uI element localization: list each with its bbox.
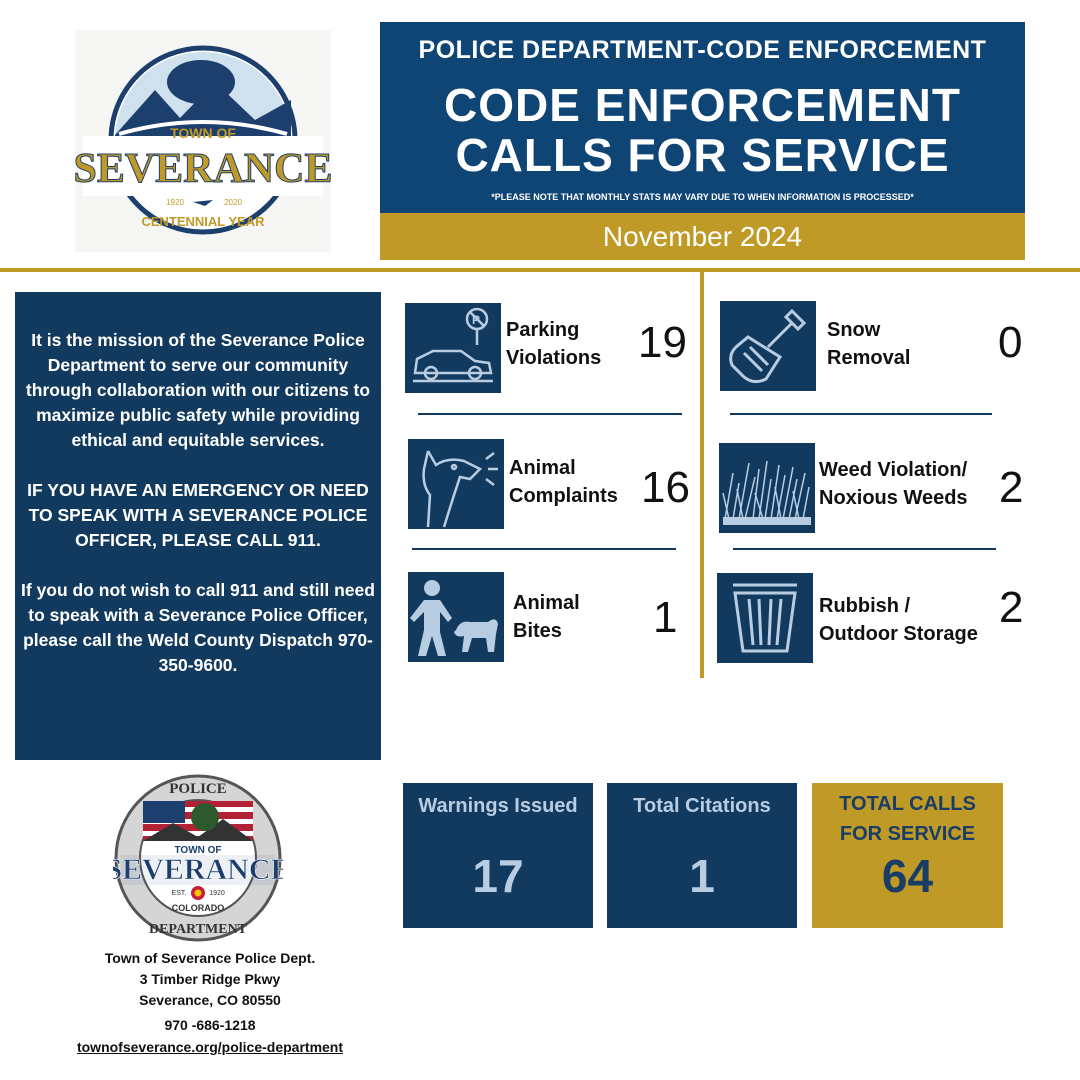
citations-value: 1: [689, 850, 715, 902]
stat-label-parking: Parking Violations: [506, 319, 602, 369]
stat-separator: [733, 548, 996, 550]
stat-separator: [730, 413, 992, 415]
police-logo-top: POLICE: [169, 781, 227, 797]
total-label-line1: TOTAL CALLS: [839, 793, 976, 815]
citations-label: Total Citations: [633, 795, 771, 817]
trash-can-icon: [717, 573, 813, 663]
stat-label-animal-bites: Animal Bites: [513, 592, 580, 642]
town-logo-arc: CENTENNIAL YEAR: [141, 214, 265, 229]
emergency-notice: IF YOU HAVE AN EMERGENCY OR NEED TO SPEAK WITH A SEVERANCE POLICE OFFICER, PLEASE CALL 911.: [27, 480, 369, 550]
police-logo-bottom: DEPARTMENT: [148, 922, 248, 937]
column-divider: [700, 272, 704, 678]
contact-street: 3 Timber Ridge Pkwy: [139, 971, 281, 987]
gold-divider: [0, 268, 1080, 272]
stat-value-animal-complaints: 16: [641, 463, 690, 512]
contact-address: [20, 948, 400, 1011]
warnings-issued-box: [403, 783, 593, 928]
stat-value-weeds: 2: [999, 463, 1024, 512]
town-logo-line1: TOWN OF: [170, 125, 236, 141]
snow-shovel-icon: [720, 301, 816, 391]
mission-panel: [15, 292, 381, 760]
stat-label-snow: Snow Removal: [827, 319, 911, 369]
contact-phone: 970 -686-1218: [164, 1017, 256, 1033]
stat-label-weeds: Weed Violation/ Noxious Weeds: [819, 459, 968, 509]
dispatch-notice: If you do not wish to call 911 and still need to speak with a Severance Police Officer, please call the Weld County Dispatch 970-350-9600.: [21, 580, 375, 675]
svg-text:P: P: [472, 313, 481, 327]
stat-separator: [412, 548, 676, 550]
header-note: *PLEASE NOTE THAT MONTHLY STATS MAY VARY DUE TO WHEN INFORMATION IS PROCESSED*: [491, 192, 914, 202]
town-logo: [75, 30, 331, 252]
weeds-icon: [719, 443, 815, 533]
contact-city: Severance, CO 80550: [139, 992, 281, 1008]
mission-statement: It is the mission of the Severance Police Department to serve our community through collaboration with our citizens to maximize public safety while providing ethical and equitable services.: [25, 330, 371, 450]
police-logo-year: 1920: [209, 890, 225, 897]
stat-value-rubbish: 2: [999, 583, 1024, 632]
total-value: 64: [881, 850, 934, 902]
police-logo-line1: TOWN OF: [174, 845, 222, 856]
warnings-value: 17: [472, 850, 524, 902]
town-logo-year-end: 2020: [224, 198, 242, 207]
stat-label-animal-complaints: Animal Complaints: [509, 457, 618, 507]
barking-dog-icon: [408, 439, 504, 529]
warnings-label: Warnings Issued: [418, 795, 578, 817]
contact-name: Town of Severance Police Dept.: [104, 950, 316, 966]
town-logo-year-start: 1920: [166, 198, 184, 207]
header-title-line1: CODE ENFORCEMENT: [444, 79, 961, 131]
website-link[interactable]: townofseverance.org/police-department: [76, 1039, 344, 1055]
total-label-line2: FOR SERVICE: [839, 823, 976, 845]
header-title-line2: CALLS FOR SERVICE: [455, 129, 950, 181]
stat-value-snow: 0: [998, 318, 1023, 367]
total-citations-box: [607, 783, 797, 928]
police-department-logo: [113, 773, 283, 943]
total-calls-box: [812, 783, 1003, 928]
stat-separator: [418, 413, 682, 415]
dog-bite-icon: [408, 572, 504, 662]
police-logo-state: COLORADO: [171, 903, 225, 913]
header-department: POLICE DEPARTMENT-CODE ENFORCEMENT: [418, 36, 987, 64]
police-logo-line2: SEVERANCE: [113, 853, 283, 886]
town-logo-line2: SEVERANCE: [75, 146, 331, 192]
stat-label-rubbish: Rubbish / Outdoor Storage: [819, 595, 978, 645]
header-panel: [380, 22, 1025, 213]
police-logo-est: EST.: [171, 890, 187, 897]
stat-value-animal-bites: 1: [653, 593, 678, 642]
stat-value-parking: 19: [638, 318, 687, 367]
month-bar: November 2024: [380, 213, 1025, 260]
no-parking-car-icon: [405, 303, 501, 393]
